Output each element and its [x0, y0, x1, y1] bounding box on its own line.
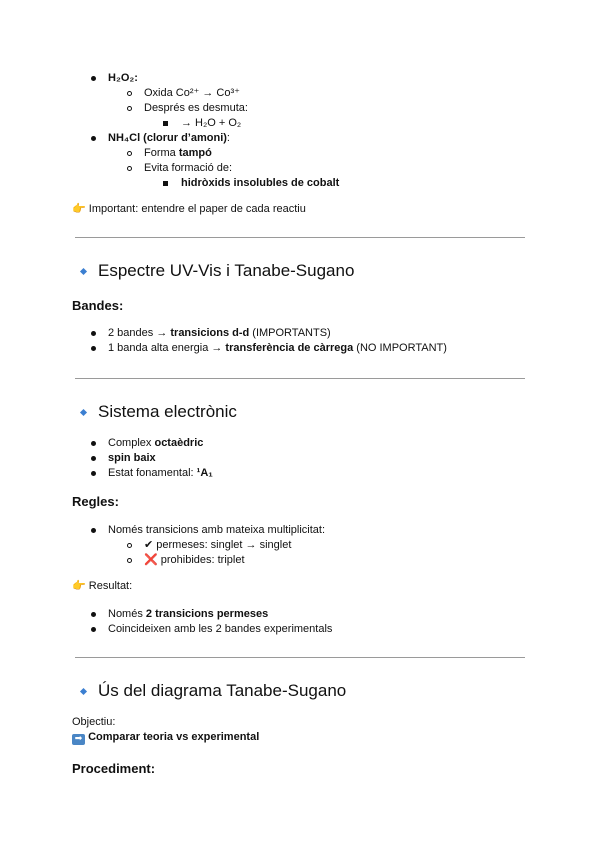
- estat-item: Estat fonamental: ¹A₁: [108, 467, 213, 479]
- regles-label: Regles:: [72, 494, 119, 509]
- list-bullet: [91, 612, 96, 617]
- list-bullet: [91, 471, 96, 476]
- pointing-hand-icon: 👉: [72, 579, 86, 592]
- list-bullet: [127, 558, 132, 563]
- pointing-hand-icon: 👉: [72, 202, 86, 215]
- oxida-item: Oxida Co²⁺ → Co³⁺: [144, 87, 240, 99]
- resultat-note: 👉 Resultat:: [72, 579, 133, 592]
- list-bullet: [91, 136, 96, 141]
- blue-diamond-icon: [80, 409, 87, 416]
- spin-item: spin baix: [108, 452, 156, 464]
- evita-item: Evita formació de:: [144, 162, 233, 174]
- blue-diamond-icon: [80, 688, 87, 695]
- divider: [75, 657, 525, 658]
- permeses-item: ✔ permeses: singlet → singlet: [144, 538, 292, 551]
- cross-icon: ❌: [144, 553, 158, 566]
- bandes-label: Bandes:: [72, 298, 124, 313]
- comparar-line: ➡ Comparar teoria vs experimental: [72, 730, 259, 745]
- nh4cl-item: NH₄Cl (clorur d’amoni):: [108, 132, 230, 144]
- divider: [75, 378, 525, 379]
- check-icon: ✔: [144, 538, 154, 551]
- list-bullet: [91, 627, 96, 632]
- resultat-item-2: Coincideixen amb les 2 bandes experimentals: [108, 623, 333, 635]
- important-note: 👉 Important: entendre el paper de cada reactiu: [72, 202, 306, 215]
- objectiu-label: Objectiu:: [72, 716, 116, 728]
- list-bullet: [163, 121, 168, 126]
- band-item-2: 1 banda alta energia → transferència de càrrega (NO IMPORTANT): [108, 342, 447, 354]
- list-bullet: [127, 151, 132, 156]
- list-bullet: [91, 346, 96, 351]
- products-item: → H₂O + O₂: [181, 117, 242, 129]
- prohibides-item: ❌ prohibides: triplet: [144, 553, 245, 566]
- list-bullet: [163, 181, 168, 186]
- blue-diamond-icon: [80, 268, 87, 275]
- list-bullet: [91, 456, 96, 461]
- resultat-item-1: Només 2 transicions permeses: [108, 608, 269, 620]
- list-bullet: [127, 543, 132, 548]
- band-item-1: 2 bandes → transicions d-d (IMPORTANTS): [108, 327, 331, 339]
- list-bullet: [127, 166, 132, 171]
- list-bullet: [127, 106, 132, 111]
- right-arrow-icon: ➡: [72, 734, 85, 745]
- procediment-label: Procediment:: [72, 761, 156, 776]
- list-bullet: [127, 91, 132, 96]
- list-bullet: [91, 331, 96, 336]
- section-title-diagrama: Ús del diagrama Tanabe-Sugano: [98, 681, 347, 700]
- list-bullet: [91, 441, 96, 446]
- section-title-sistema: Sistema electrònic: [98, 402, 237, 421]
- h2o2-item: H₂O₂:: [108, 72, 138, 84]
- hidroxids-item: hidròxids insolubles de cobalt: [181, 177, 340, 189]
- forma-item: Forma tampó: [144, 147, 212, 159]
- regla-item: Només transicions amb mateixa multiplicitat:: [108, 524, 326, 536]
- complex-item: Complex octaèdric: [108, 437, 204, 449]
- list-bullet: [91, 76, 96, 81]
- section-title-uv-vis: Espectre UV-Vis i Tanabe-Sugano: [98, 261, 355, 280]
- despres-item: Després es desmuta:: [144, 102, 248, 114]
- divider: [75, 237, 525, 238]
- list-bullet: [91, 528, 96, 533]
